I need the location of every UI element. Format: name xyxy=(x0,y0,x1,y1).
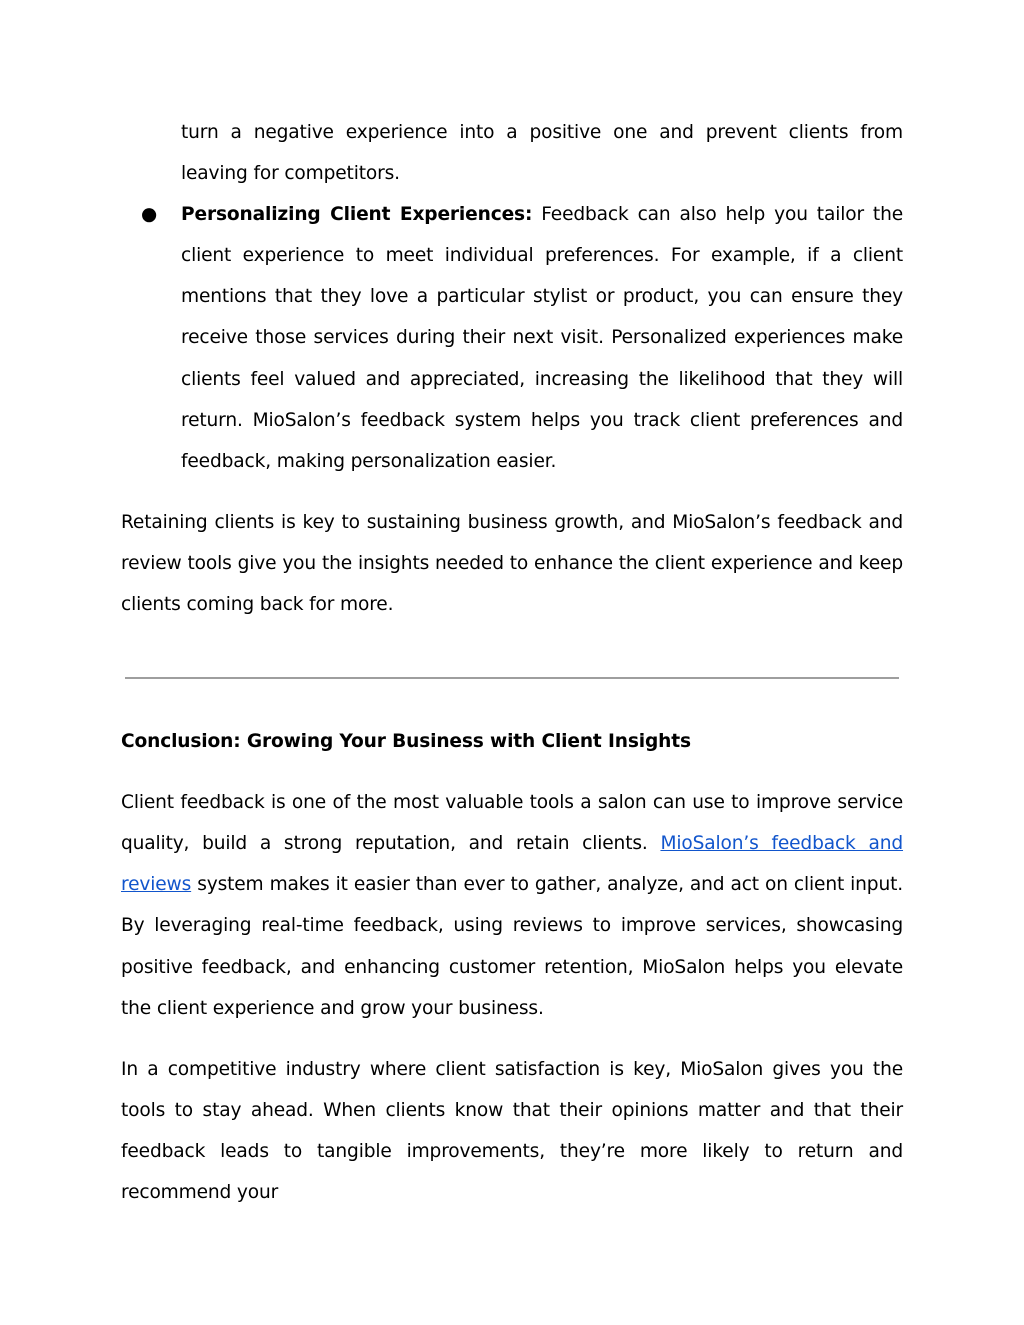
bullet-body: Feedback can also help you tailor the client experience to meet individual preferences. For example, if a client mentions that they love a particular stylist or product, you can ensure they receive those services during their next visit. Personalized experiences make clients feel valued and appreciated, increasing the likelihood that they will return. MioSalon’s feedback system helps you track client preferences and feedback, making personalization easier. xyxy=(181,204,903,472)
section-divider xyxy=(125,677,899,679)
bullet-marker: ● xyxy=(140,204,158,226)
bullet-continuation-text: turn a negative experience into a positive one and prevent clients from leaving for competitors. xyxy=(181,122,903,185)
bullet-paragraph xyxy=(181,194,903,482)
conclusion-text-before-link: Client feedback is one of the most valuable tools a salon can use to improve service quality, build a strong reputation, and retain clients. xyxy=(121,792,903,855)
bullet-title: Personalizing Client Experiences: xyxy=(181,204,533,226)
document-body xyxy=(121,112,903,1213)
retention-paragraph: Retaining clients is key to sustaining business growth, and MioSalon’s feedback and review tools give you the insights needed to enhance the client experience and keep clients coming back for more. xyxy=(121,511,903,616)
conclusion-paragraph-1 xyxy=(121,782,903,1029)
feedback-reviews-link[interactable]: MioSalon’s feedback and reviews xyxy=(121,833,904,896)
conclusion-text-after-link: system makes it easier than ever to gather, analyze, and act on client input. By leveraging real-time feedback, using reviews to improve services, showcasing positive feedback, and enhancing customer retention, MioSalon helps you elevate the client experience and grow your business. xyxy=(121,874,903,1019)
bullet-item-personalizing xyxy=(121,194,903,482)
conclusion-heading: Conclusion: Growing Your Business with Client Insights xyxy=(121,731,691,753)
conclusion-paragraph-2: In a competitive industry where client satisfaction is key, MioSalon gives you the tools to stay ahead. When clients know that their opinions matter and that their feedback leads to tangible improvements, they’re more likely to return and recommend your xyxy=(121,1058,903,1203)
